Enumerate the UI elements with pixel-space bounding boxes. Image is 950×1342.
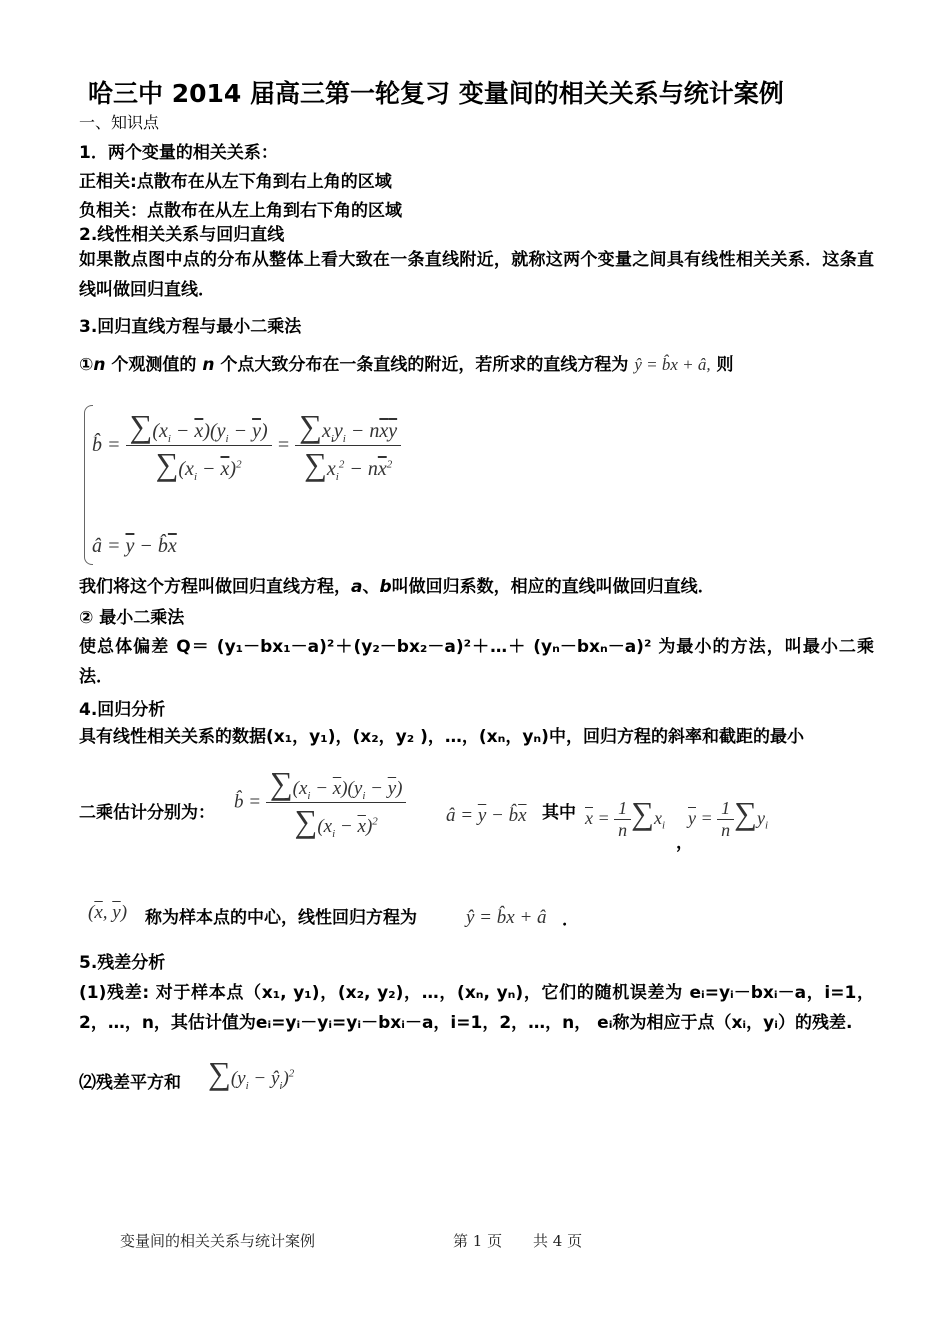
s4-a-formula: â = $\overline{y}$ − $b̂\overline{x}$ xyxy=(446,805,527,826)
s2-text: 如果散点图中点的分布从整体上看大致在一条直线附近，就称这两个变量之间具有线性相关关系．这条直线叫做回归直线． xyxy=(79,250,874,300)
s4-text1: 具有线性相关关系的数据(x₁，y₁)，(x₂，y₂ )，…，(xₙ，yₙ)中，回归方程的斜率和截距的最小 xyxy=(79,727,804,747)
ls-text: 使总体偏差 Q＝ (y₁－bx₁－a)²＋(y₂－bx₂－a)²＋…＋ (yₙ－bxₙ－a)² 为最小的方法，叫最小二乘法． xyxy=(79,637,874,687)
s4-dot: ． xyxy=(562,910,579,930)
footer-page: 第 1 页 xyxy=(453,1232,503,1250)
rss-formula: $\sum(y_i$ − $ŷ_i)^2$ xyxy=(208,1055,295,1092)
s5-rss-label: ⑵残差平方和 xyxy=(79,1073,181,1093)
s3-after: 我们将这个方程叫做回归直线方程，a、b叫做回归系数，相应的直线叫做回归直线． xyxy=(79,577,715,597)
s1-positive: 正相关:点散布在从左下角到右上角的区域 xyxy=(79,172,392,192)
section-label: 一、知识点 xyxy=(79,113,160,132)
s4-center: 称为样本点的中心，线性回归方程为 xyxy=(145,908,417,928)
footer-total: 共 4 页 xyxy=(533,1232,583,1250)
s1-heading: 1．两个变量的相关关系： xyxy=(79,143,278,163)
ls-heading: ② 最小二乘法 xyxy=(79,608,185,628)
s3-heading: 3.回归直线方程与最小二乘法 xyxy=(79,317,302,337)
s4-comma: ， xyxy=(676,833,693,853)
s1-negative: 负相关：点散布在从左上角到右下角的区域 xyxy=(79,201,402,221)
sample-center: ($\overline{x}$, $\overline{y}$) xyxy=(88,902,128,923)
b-formula: b̂ = $\frac{\sum(x_i - \overline{x})(y_i - \overline{y})}{\sum(x_i - \overline{x})^2}$ = $\frac{\sum x_iy_i - n\overline{x}\overline{y}}{\sum x_i^2 - n\overline{x}^2}$ xyxy=(92,408,401,483)
s5-text: (1)残差: 对于样本点（x₁, y₁)，(x₂, y₂)，…，(xₙ, yₙ)，它们的随机误差为 eᵢ=yᵢ－bxᵢ－a，i=1，2，…，n，其估计值为eᵢ=yᵢ－yᵢ=yᵢ－bxᵢ－a，i=1，2，…，n， eᵢ称为相应于点（xᵢ，yᵢ）的残差. xyxy=(79,983,874,1033)
s4-where: 其中 xyxy=(542,803,576,823)
page-title: 哈三中 2014 届高三第一轮复习 变量间的相关关系与统计案例 xyxy=(88,79,784,108)
y-bar-formula: $\overline{y}$ = $\frac{1}{n}$ $\sum y_i$ xyxy=(688,795,769,841)
s2-heading: 2.线性相关关系与回归直线 xyxy=(79,225,285,245)
s4-regression-eq: ŷ = b̂x + â xyxy=(466,907,547,928)
footer-title: 变量间的相关关系与统计案例 xyxy=(120,1232,316,1250)
regression-equation: ŷ = b̂x + â, xyxy=(634,355,711,374)
x-bar-formula: $\overline{x}$ = $\frac{1}{n}$ $\sum x_i$ xyxy=(585,795,666,841)
a-formula: â = $\overline{y}$ − $b̂\overline{x}$ xyxy=(92,535,177,557)
s4-b-formula: b̂ = $\frac{\sum(x_i - \overline{x})(y_i - \overline{y})}{\sum(x_i - \overline{x})^2}$ xyxy=(234,765,406,840)
s4-text2: 二乘估计分别为： xyxy=(79,803,215,823)
s4-heading: 4.回归分析 xyxy=(79,700,166,720)
s3-para1: ①n 个观测值的 n 个点大致分布在一条直线的附近，若所求的直线方程为 ŷ = b̂x + â, 则 xyxy=(79,355,734,375)
s5-heading: 5.残差分析 xyxy=(79,953,166,973)
